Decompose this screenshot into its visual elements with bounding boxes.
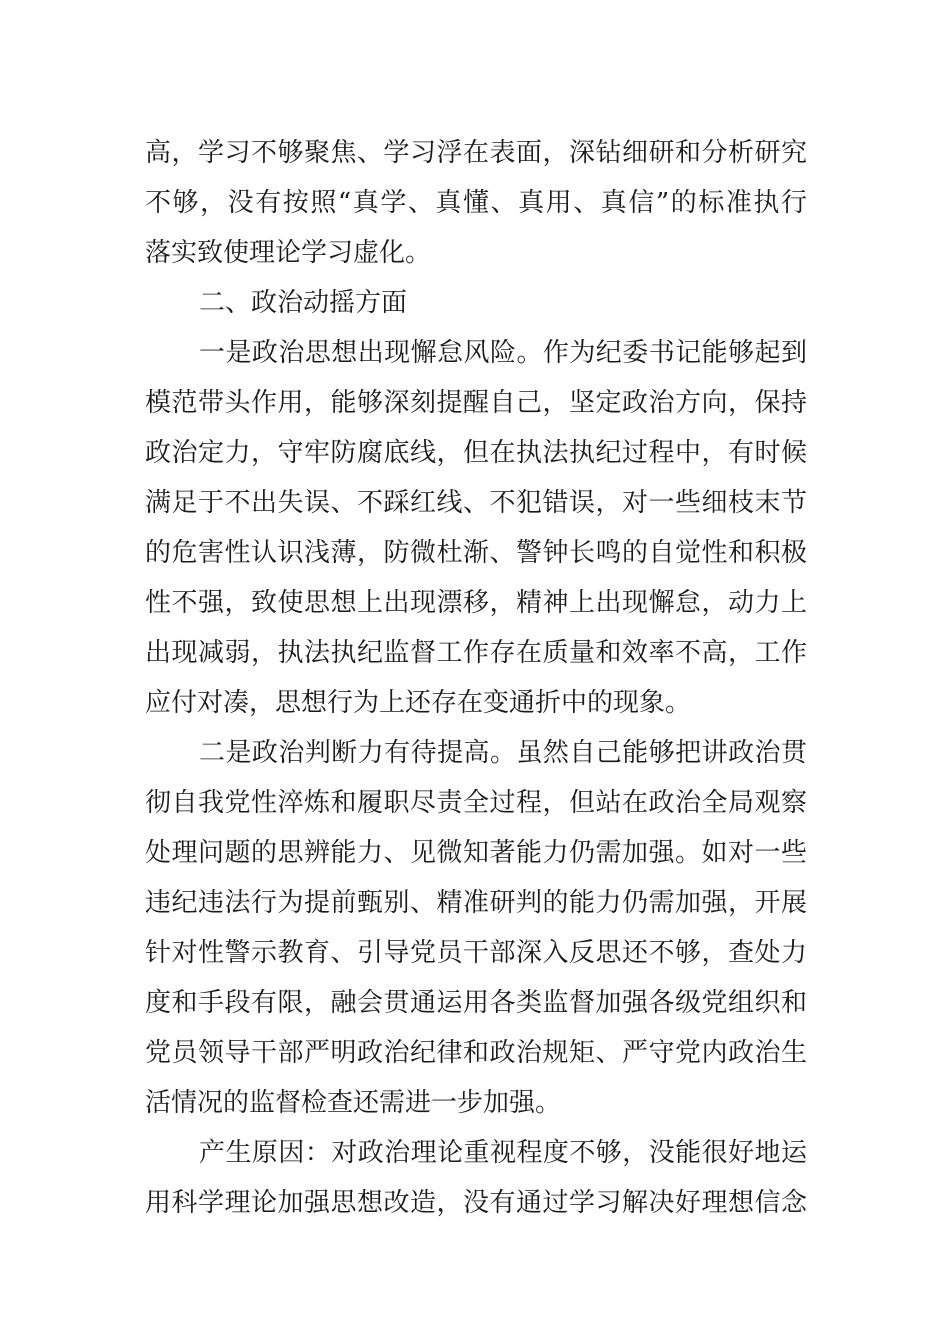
text-line: 不够，没有按照“真学、真懂、真用、真信”的标准执行 <box>145 188 807 218</box>
text-line: 用科学理论加强思想改造，没有通过学习解决好理想信念 <box>145 1188 807 1218</box>
text-line: 落实致使理论学习虚化。 <box>145 238 432 268</box>
text-line: 产生原因：对政治理论重视程度不够，没能很好地运 <box>199 1138 807 1168</box>
text-line: 度和手段有限，融会贯通运用各类监督加强各级党组织和 <box>145 988 807 1018</box>
section-heading-political <box>145 278 807 328</box>
text-line: 处理问题的思辨能力、见微知著能力仍需加强。如对一些 <box>145 838 807 868</box>
text-line: 高，学习不够聚焦、学习浮在表面，深钻细研和分析研究 <box>145 138 807 168</box>
paragraph-continuation <box>145 128 807 278</box>
text-line: 彻自我党性淬炼和履职尽责全过程，但站在政治全局观察 <box>145 788 807 818</box>
text-line: 性不强，致使思想上出现漂移，精神上出现懈怠，动力上 <box>145 588 807 618</box>
text-line: 违纪违法行为提前甄别、精准研判的能力仍需加强，开展 <box>145 888 807 918</box>
paragraph-point-two <box>145 728 807 1128</box>
paragraph-point-one <box>145 328 807 728</box>
text-line: 一是政治思想出现懈怠风险。作为纪委书记能够起到 <box>199 338 807 368</box>
section-heading-text: 二、政治动摇方面 <box>199 288 408 318</box>
text-line: 应付对凑，思想行为上还存在变通折中的现象。 <box>145 688 692 718</box>
text-line: 党员领导干部严明政治纪律和政治规矩、严守党内政治生 <box>145 1038 807 1068</box>
text-line: 政治定力，守牢防腐底线，但在执法执纪过程中，有时候 <box>145 438 807 468</box>
document-body <box>145 128 807 1228</box>
text-line: 针对性警示教育、引导党员干部深入反思还不够，查处力 <box>145 938 807 968</box>
paragraph-causes <box>145 1128 807 1228</box>
text-line: 满足于不出失误、不踩红线、不犯错误，对一些细枝末节 <box>145 488 807 518</box>
text-line: 二是政治判断力有待提高。虽然自己能够把讲政治贯 <box>199 738 807 768</box>
text-line: 的危害性认识浅薄，防微杜渐、警钟长鸣的自觉性和积极 <box>145 538 807 568</box>
text-line: 活情况的监督检查还需进一步加强。 <box>145 1088 562 1118</box>
text-line: 模范带头作用，能够深刻提醒自己，坚定政治方向，保持 <box>145 388 807 418</box>
text-line: 出现减弱，执法执纪监督工作存在质量和效率不高，工作 <box>145 638 807 668</box>
